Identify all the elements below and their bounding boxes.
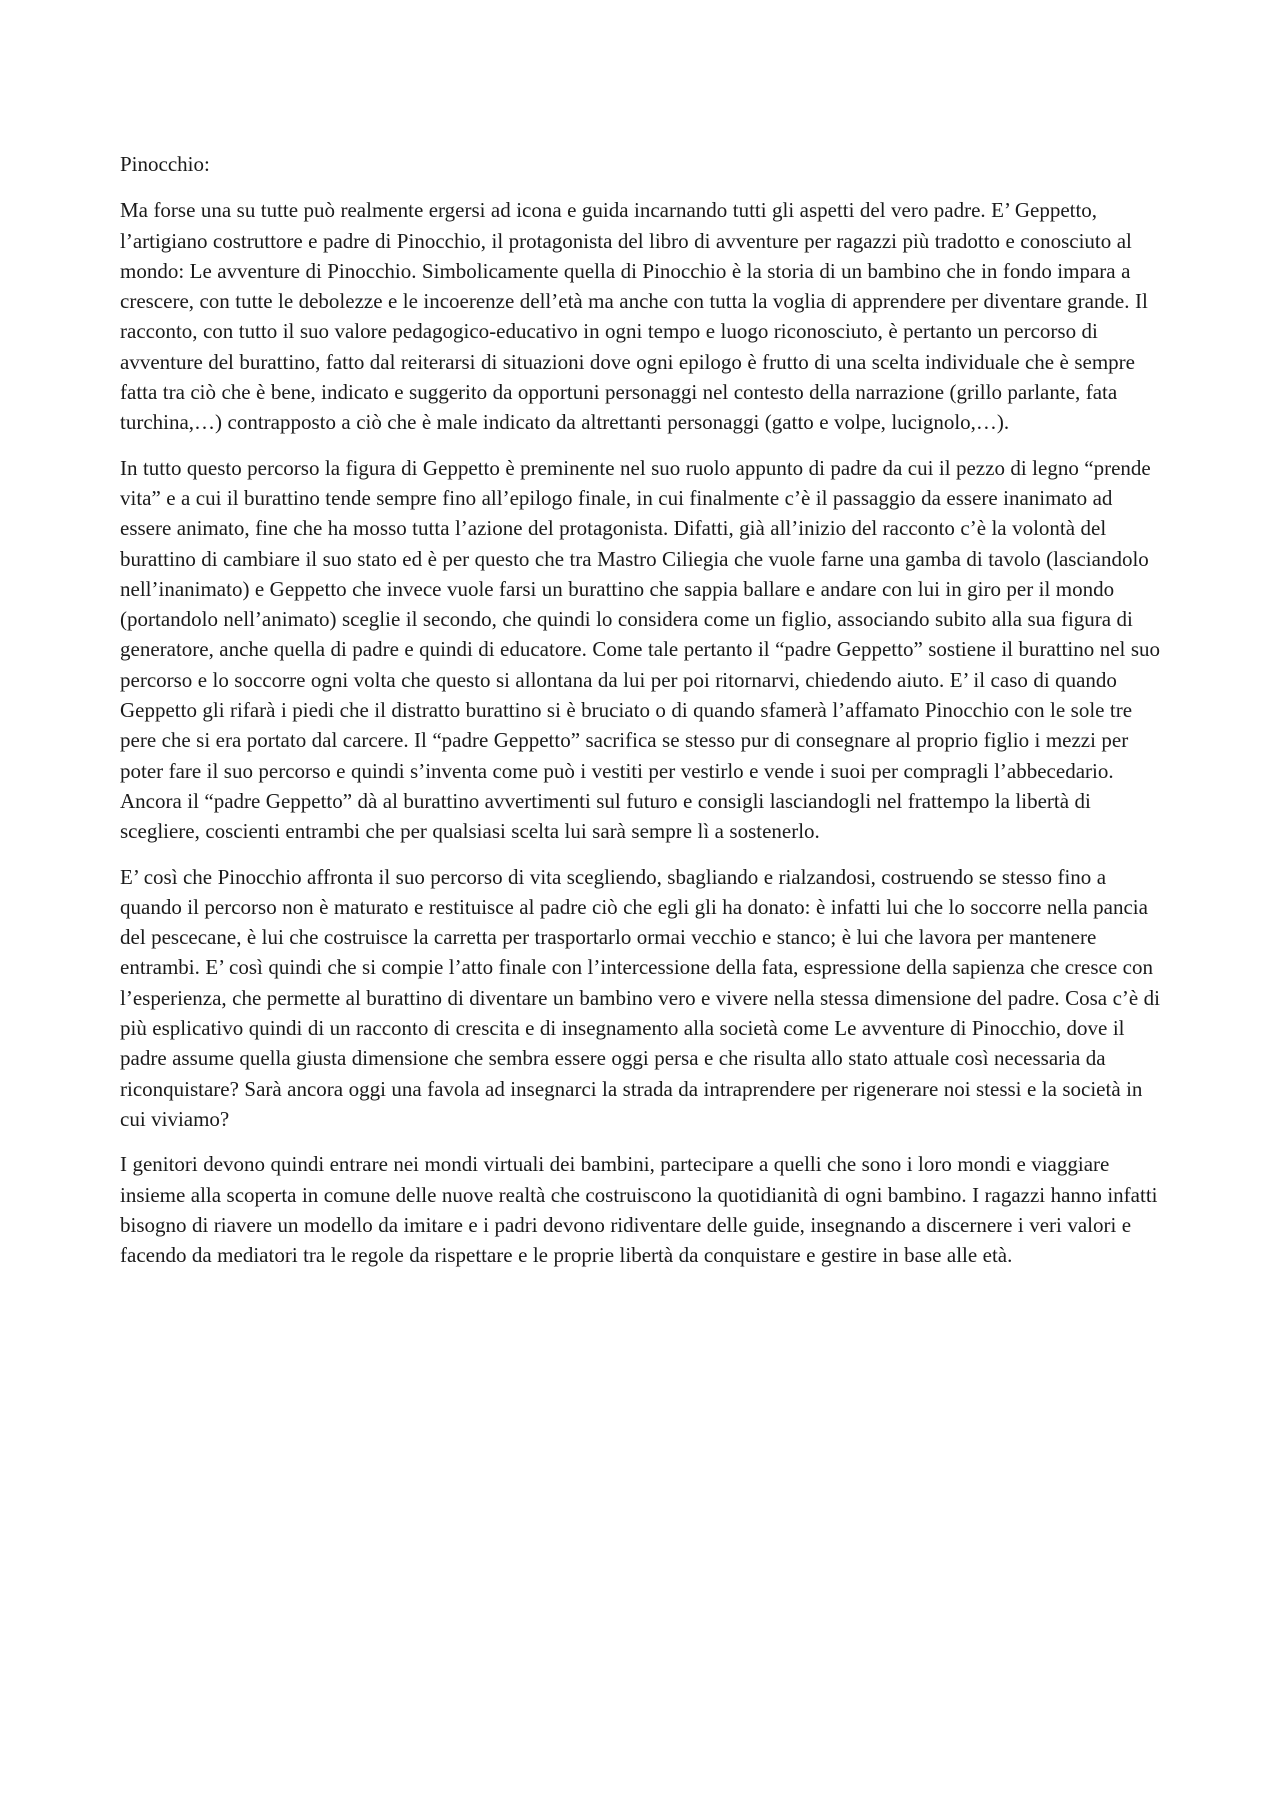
paragraph-1: Ma forse una su tutte può realmente ergersi ad icona e guida incarnando tutti gli aspetti del vero padre. E’ Geppetto, l’artigiano costruttore e padre di Pinocchio, il protagonista del libro di avventure per ragazzi più tradotto e conosciuto al mondo: Le avventure di Pinocchio. Simbolicamente quella di Pinocchio è la storia di un bambino che in fondo impara a crescere, con tutte le debolezze e le incoerenze dell’età ma anche con tutta la voglia di apprendere per diventare grande. Il racconto, con tutto il suo valore pedagogico-educativo in ogni tempo e luogo riconosciuto, è pertanto un percorso di avventure del burattino, fatto dal reiterarsi di situazioni dove ogni epilogo è frutto di una scelta individuale che è sempre fatta tra ciò che è bene, indicato e suggerito da opportuni personaggi nel contesto della narrazione (grillo parlante, fata turchina,…) contrapposto a ciò che è male indicato da altrettanti personaggi (gatto e volpe, lucignolo,…). bbox=[120, 198, 1148, 435]
paragraph-2: In tutto questo percorso la figura di Geppetto è preminente nel suo ruolo appunto di padre da cui il pezzo di legno “prende vita” e a cui il burattino tende sempre fino all’epilogo finale, in cui finalmente c’è il passaggio da essere inanimato ad essere animato, fine che ha mosso tutta l’azione del protagonista. Difatti, già all’inizio del racconto c’è la volontà del burattino di cambiare il suo stato ed è per questo che tra Mastro Ciliegia che vuole farne una gamba di tavolo (lasciandolo nell’inanimato) e Geppetto che invece vuole farsi un burattino che sappia ballare e andare con lui in giro per il mondo (portandolo nell’animato) sceglie il secondo, che quindi lo considera come un figlio, associando subito alla sua figura di generatore, anche quella di padre e quindi di educatore. Come tale pertanto il “padre Geppetto” sostiene il burattino nel suo percorso e lo soccorre ogni volta che questo si allontana da lui per poi ritornarvi, chiedendo aiuto. E’ il caso di quando Geppetto gli rifarà i piedi che il distratto burattino si è bruciato o di quando sfamerà l’affamato Pinocchio con le sole tre pere che si era portato dal carcere. Il “padre Geppetto” sacrifica se stesso pur di consegnare al proprio figlio i mezzi per poter fare il suo percorso e quindi s’inventa come può i vestiti per vestirlo e vende i suoi per compragli l’abbecedario. Ancora il “padre Geppetto” dà al burattino avvertimenti sul futuro e consigli lasciandogli nel frattempo la libertà di scegliere, coscienti entrambi che per qualsiasi scelta lui sarà sempre lì a sostenerlo. bbox=[120, 455, 1160, 844]
paragraph-3: E’ così che Pinocchio affronta il suo percorso di vita scegliendo, sbagliando e rialzandosi, costruendo se stesso fino a quando il percorso non è maturato e restituisce al padre ciò che egli gli ha donato: è infatti lui che lo soccorre nella pancia del pescecane, è lui che costruisce la carretta per trasportarlo ormai vecchio e stanco; è lui che lavora per mantenere entrambi. E’ così quindi che si compie l’atto finale con l’intercessione della fata, espressione della sapienza che cresce con l’esperienza, che permette al burattino di diventare un bambino vero e vivere nella stessa dimensione del padre. Cosa c’è di più esplicativo quindi di un racconto di crescita e di insegnamento alla società come Le avventure di Pinocchio, dove il padre assume quella giusta dimensione che sembra essere oggi persa e che risulta allo stato attuale così necessaria da riconquistare? Sarà ancora oggi una favola ad insegnarci la strada da intraprendere per rigenerare noi stessi e la società in cui viviamo? bbox=[120, 864, 1160, 1131]
paragraph-4: I genitori devono quindi entrare nei mondi virtuali dei bambini, partecipare a quelli che sono i loro mondi e viaggiare insieme alla scoperta in comune delle nuove realtà che costruiscono la quotidianità di ogni bambino. I ragazzi hanno infatti bisogno di riavere un modello da imitare e i padri devono ridiventare delle guide, insegnando a discernere i veri valori e facendo da mediatori tra le regole da rispettare e le proprie libertà da conquistare e gestire in base alle età. bbox=[120, 1152, 1158, 1268]
document-heading: Pinocchio: bbox=[120, 152, 210, 176]
document-body bbox=[120, 149, 1165, 1285]
